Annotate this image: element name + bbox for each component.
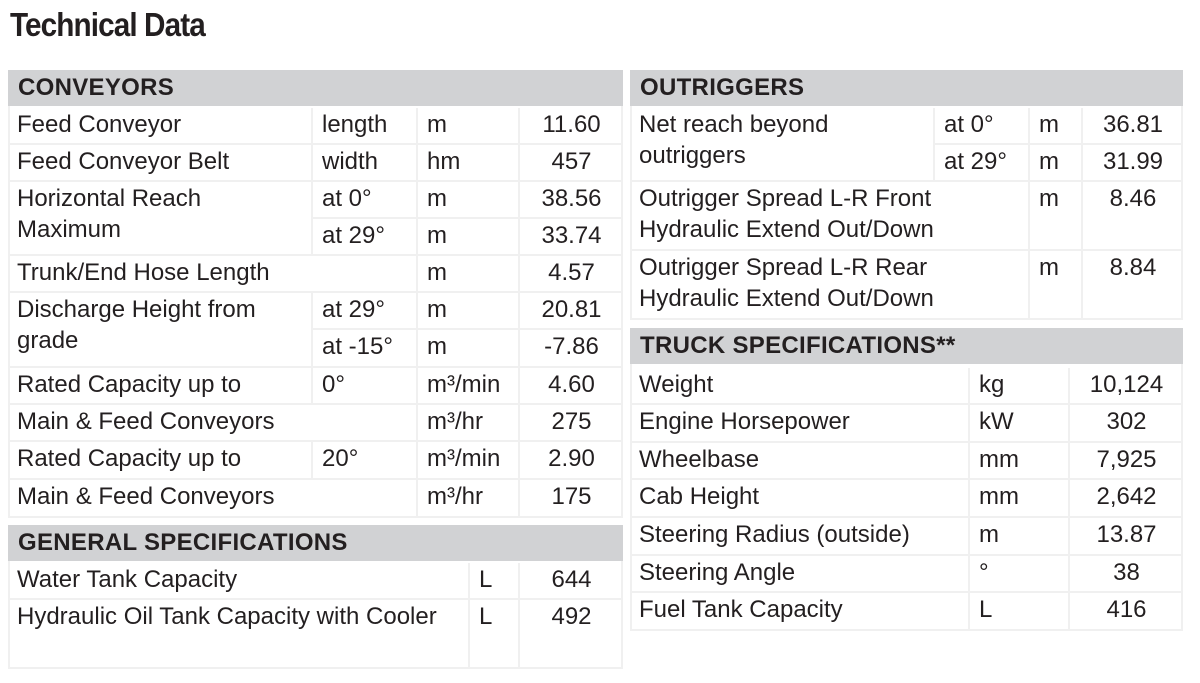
table-cell-value: 8.84 <box>1083 251 1183 320</box>
table-cell-value: 2.90 <box>520 442 623 480</box>
table-cell-unit: m³/min <box>418 368 520 405</box>
table-cell-label: Main & Feed Conveyors <box>8 480 313 518</box>
general-header <box>8 525 623 561</box>
table-cell-unit: L <box>970 593 1070 631</box>
table-cell-label: Rated Capacity up to <box>8 442 313 480</box>
table-cell-param: width <box>313 145 418 182</box>
conveyors-heading: CONVEYORS <box>18 74 175 101</box>
table-cell-value: 36.81 <box>1083 108 1183 145</box>
table-cell-value: 492 <box>520 600 623 669</box>
table-cell-value: 2,642 <box>1070 480 1183 518</box>
table-cell-unit: m <box>418 256 520 293</box>
table-cell-label: Rated Capacity up to <box>8 368 313 405</box>
table-cell-param: at 0° <box>313 182 418 219</box>
truck-heading: TRUCK SPECIFICATIONS** <box>640 332 956 359</box>
table-cell-unit: mm <box>970 443 1070 480</box>
table-cell-value: 8.46 <box>1083 182 1183 251</box>
outriggers-header <box>630 70 1183 106</box>
table-cell-param <box>313 405 418 442</box>
table-cell-unit: m <box>418 330 520 368</box>
outriggers-heading: OUTRIGGERS <box>640 74 805 101</box>
table-cell-value: 416 <box>1070 593 1183 631</box>
table-cell-label: Fuel Tank Capacity <box>630 593 970 631</box>
table-cell-unit: kg <box>970 368 1070 405</box>
table-cell-value: 10,124 <box>1070 368 1183 405</box>
table-cell-label: Horizontal Reach Maximum <box>8 182 313 256</box>
table-cell-unit: m³/hr <box>418 480 520 518</box>
table-cell-value: 7,925 <box>1070 443 1183 480</box>
table-cell-label: Cab Height <box>630 480 970 518</box>
table-cell-param: 0° <box>313 368 418 405</box>
table-cell-label: Engine Horsepower <box>630 405 970 443</box>
table-cell-label: Net reach beyond outriggers <box>630 108 935 182</box>
table-cell-param <box>313 256 418 293</box>
table-cell-value: 4.60 <box>520 368 623 405</box>
table-cell-label: Steering Angle <box>630 556 970 593</box>
table-cell-label: Main & Feed Conveyors <box>8 405 313 442</box>
table-cell-value: 31.99 <box>1083 145 1183 182</box>
table-cell-label: Hydraulic Oil Tank Capacity with Cooler <box>8 600 470 669</box>
table-cell-unit: m³/min <box>418 442 520 480</box>
table-cell-unit: mm <box>970 480 1070 518</box>
table-cell-value: 13.87 <box>1070 518 1183 556</box>
conveyors-header <box>8 70 623 106</box>
table-cell-label: Outrigger Spread L-R Rear Hydraulic Extend Out/Down <box>630 251 1030 320</box>
table-cell-unit: ° <box>970 556 1070 593</box>
table-cell-param <box>313 480 418 518</box>
table-cell-param: at 29° <box>935 145 1030 182</box>
conveyors-section <box>8 70 623 518</box>
table-cell-value: 33.74 <box>520 219 623 256</box>
table-cell-unit: m <box>418 293 520 330</box>
general-heading: GENERAL SPECIFICATIONS <box>18 529 348 556</box>
table-cell-value: 302 <box>1070 405 1183 443</box>
table-cell-value: 11.60 <box>520 108 623 145</box>
truck-section <box>630 328 1183 631</box>
table-cell-param: length <box>313 108 418 145</box>
table-cell-unit: m <box>418 219 520 256</box>
table-cell-unit: m <box>1030 251 1083 320</box>
table-cell-param: 20° <box>313 442 418 480</box>
table-cell-unit: L <box>470 563 520 600</box>
table-cell-value: 644 <box>520 563 623 600</box>
table-cell-unit: m <box>970 518 1070 556</box>
table-cell-label: Water Tank Capacity <box>8 563 470 600</box>
table-cell-unit: m <box>1030 182 1083 251</box>
table-cell-unit: L <box>470 600 520 669</box>
table-cell-label: Feed Conveyor <box>8 108 313 145</box>
table-cell-value: -7.86 <box>520 330 623 368</box>
outriggers-section <box>630 70 1183 320</box>
table-cell-unit: m <box>1030 108 1083 145</box>
table-cell-param: at -15° <box>313 330 418 368</box>
table-cell-param: at 0° <box>935 108 1030 145</box>
table-cell-param: at 29° <box>313 293 418 330</box>
table-cell-value: 38 <box>1070 556 1183 593</box>
table-cell-label: Feed Conveyor Belt <box>8 145 313 182</box>
table-cell-value: 175 <box>520 480 623 518</box>
table-cell-label: Trunk/End Hose Length <box>8 256 313 293</box>
table-cell-unit: m³/hr <box>418 405 520 442</box>
table-cell-unit: m <box>418 108 520 145</box>
table-cell-value: 457 <box>520 145 623 182</box>
table-cell-value: 20.81 <box>520 293 623 330</box>
table-cell-value: 275 <box>520 405 623 442</box>
table-cell-unit: m <box>1030 145 1083 182</box>
table-cell-label: Steering Radius (outside) <box>630 518 970 556</box>
table-cell-unit: hm <box>418 145 520 182</box>
table-cell-unit: kW <box>970 405 1070 443</box>
general-section <box>8 525 623 669</box>
table-cell-value: 38.56 <box>520 182 623 219</box>
table-cell-unit: m <box>418 182 520 219</box>
table-cell-param: at 29° <box>313 219 418 256</box>
truck-header <box>630 328 1183 364</box>
table-cell-label: Outrigger Spread L-R Front Hydraulic Extend Out/Down <box>630 182 1030 251</box>
table-cell-label: Wheelbase <box>630 443 970 480</box>
table-cell-value: 4.57 <box>520 256 623 293</box>
page-title: Technical Data <box>10 6 205 43</box>
table-cell-label: Discharge Height from grade <box>8 293 313 368</box>
table-cell-label: Weight <box>630 368 970 405</box>
